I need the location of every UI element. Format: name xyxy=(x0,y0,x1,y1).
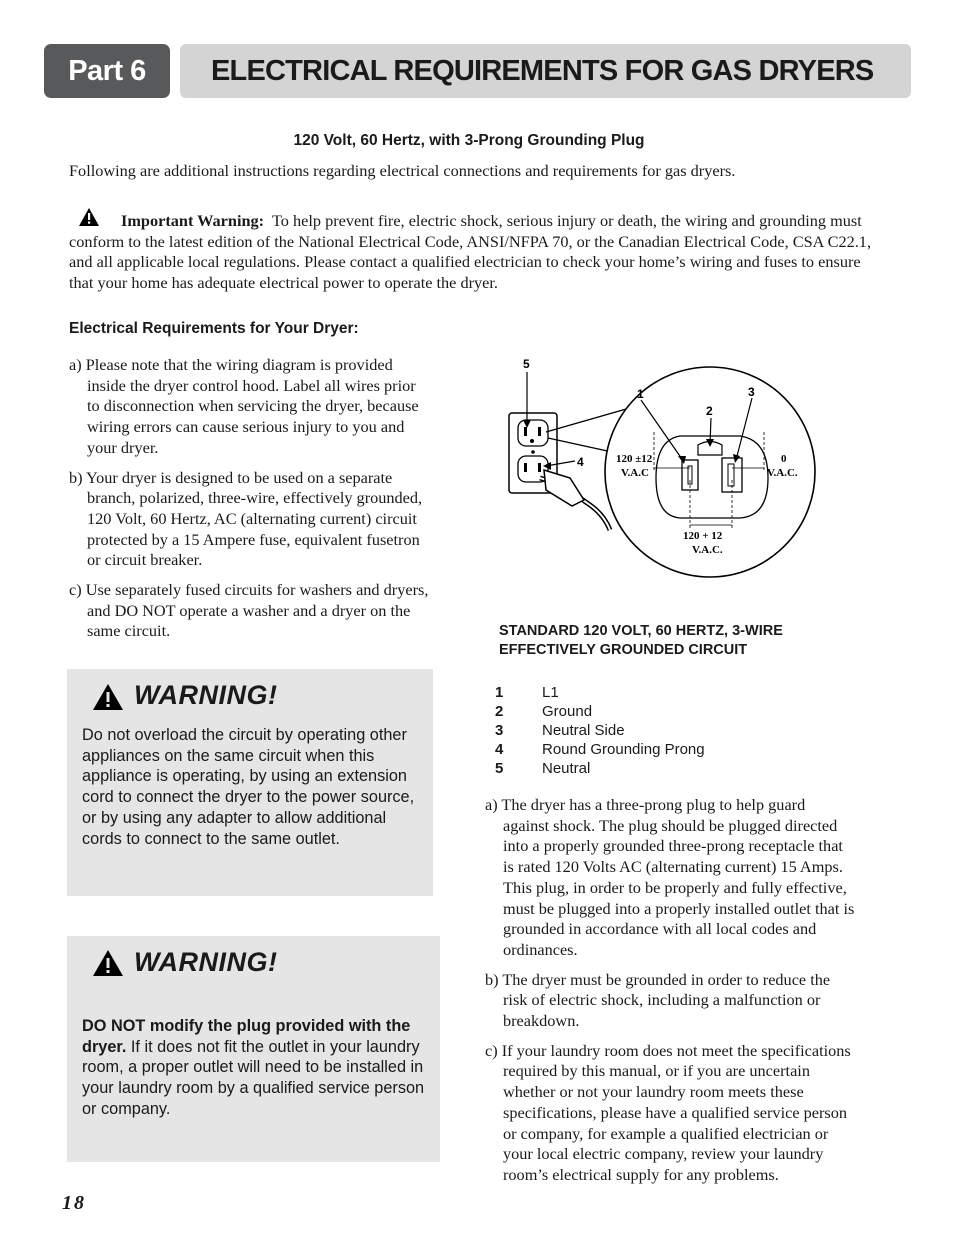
legend-number: 1 xyxy=(495,684,504,701)
diagram-legend xyxy=(485,683,705,778)
caption-line: EFFECTIVELY GROUNDED CIRCUIT xyxy=(499,642,748,658)
legend-row xyxy=(485,683,705,702)
important-warning-label: Important Warning: xyxy=(121,211,265,230)
requirement-item: b) Your dryer is designed to be used on a separate branch, polarized, three-wire, effectively grounded, 120 Volt, 60 Hertz, AC (alternating current) circuit protected by a 15 Ampere fuse, equivalent fusetron or circuit breaker. xyxy=(69,467,423,570)
important-warning xyxy=(69,211,874,294)
legend-label: L1 xyxy=(542,684,559,701)
callout-3: 3 xyxy=(748,385,755,399)
legend-number: 3 xyxy=(495,722,504,739)
important-warning-text: To help prevent fire, electric shock, serious injury or death, the wiring and grounding must conform to the latest edition of the National Electrical Code, ANSI/NFPA 70, or the Canadian Electrical Code, CSA C22.1, and all applicable local regulations. Please contact a qualified electrician to check your home’s wiring and fuses to ensure that your home has adequate electrical power to operate the dryer. xyxy=(69,211,872,293)
page-title: ELECTRICAL REQUIREMENTS FOR GAS DRYERS xyxy=(180,44,911,98)
callout-2: 2 xyxy=(706,404,713,418)
warning-text: Do not overload the circuit by operating other appliances on the same circuit when this appliance is operating, by using an extension cord to connect the dryer to the power source, or by using any adapter to allow additional cords to connect to the same outlet. xyxy=(82,726,415,848)
legend-label: Ground xyxy=(542,703,593,720)
legend-label: Neutral xyxy=(542,760,591,777)
legend-label: Neutral Side xyxy=(542,722,625,739)
page-number: 18 xyxy=(62,1192,86,1214)
legend-number: 4 xyxy=(495,741,504,758)
legend-row xyxy=(485,702,705,721)
legend-row xyxy=(485,740,705,759)
callout-4: 4 xyxy=(577,455,584,469)
legend-row xyxy=(485,721,705,740)
legend-number: 5 xyxy=(495,760,504,777)
warning-triangle-icon xyxy=(92,949,124,977)
diagram-caption xyxy=(499,622,829,660)
warning-box-overload xyxy=(67,669,433,896)
caption-line: STANDARD 120 VOLT, 60 HERTZ, 3-WIRE xyxy=(499,623,783,639)
legend-label: Round Grounding Prong xyxy=(542,741,705,758)
plug-note: b) The dryer must be grounded in order to reduce the risk of electric shock, including a malfunction or breakdown. xyxy=(485,969,831,1031)
requirement-item: a) Please note that the wiring diagram is provided inside the dryer control hood. Label all wires prior to disconnection when servicing the dryer, because wiring errors can cause serious injury to you and your dryer. xyxy=(69,355,419,457)
warning-bold-text: DO NOT modify the plug provided with the dryer. xyxy=(82,1017,411,1056)
requirement-item: c) Use separately fused circuits for washers and dryers, and DO NOT operate a washer and a dryer on the same circuit. xyxy=(69,580,429,641)
legend-row xyxy=(485,759,705,778)
warning-triangle-icon xyxy=(92,683,124,711)
plug-note: a) The dryer has a three-prong plug to help guard against shock. The plug should be plugged directed into a properly grounded three-prong receptacle that is rated 120 Volts AC (alternating current) 15 Amps. This plug, in order to be properly and fully effective, must be plugged into a properly installed outlet that is grounded in accordance with all local codes and ordinances. xyxy=(485,795,855,959)
warning-title: WARNING! xyxy=(134,680,278,710)
left-unit: V.A.C xyxy=(621,467,649,479)
bottom-voltage: 120 + 12 xyxy=(683,530,723,542)
warning-text xyxy=(82,1016,427,1120)
requirements-list xyxy=(69,355,429,651)
plug-notes-list xyxy=(485,795,855,1195)
bottom-unit: V.A.C. xyxy=(692,544,723,556)
part-label: Part 6 xyxy=(44,44,170,98)
callout-5: 5 xyxy=(523,357,530,371)
outlet-wiring-diagram xyxy=(500,350,820,585)
warning-body-text: If it does not fit the outlet in your laundry room, a proper outlet will need to be installed in your laundry room by a qualified service person or company. xyxy=(82,1037,425,1118)
callout-1: 1 xyxy=(637,387,644,401)
warning-box-plug xyxy=(67,936,440,1162)
section-subheading: 120 Volt, 60 Hertz, with 3-Prong Grounding Plug xyxy=(293,132,645,149)
warning-title: WARNING! xyxy=(134,947,278,977)
left-voltage: 120 ±12 xyxy=(616,453,653,465)
requirements-heading: Electrical Requirements for Your Dryer: xyxy=(69,320,359,337)
plug-note: c) If your laundry room does not meet the specifications required by this manual, or if you are uncertain whether or not your laundry room meets these specifications, please have a qualified service person or company, for example a qualified electrician or your local electric company, review your laundry room’s electrical supply for any problems. xyxy=(485,1040,851,1184)
legend-number: 2 xyxy=(495,703,504,720)
right-unit: V.A.C. xyxy=(767,467,798,479)
intro-text: Following are additional instructions regarding electrical connections and requirements for gas dryers. xyxy=(69,161,736,180)
right-voltage: 0 xyxy=(781,453,787,465)
